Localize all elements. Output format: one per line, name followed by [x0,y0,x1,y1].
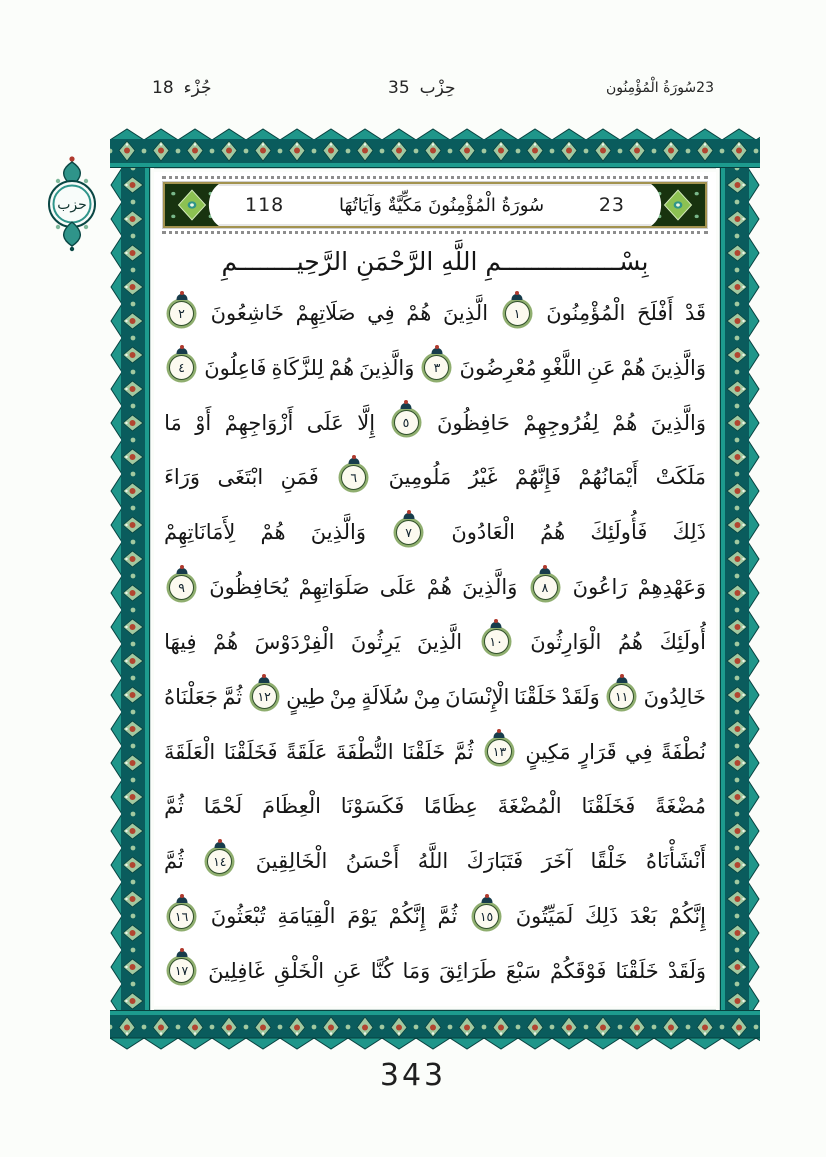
quran-word: لِلزَّكَاةِ [271,355,324,380]
frame-border-bottom [110,1006,760,1050]
quran-word: هُمْ [426,575,452,600]
quran-word: ذَلِكَ [584,904,619,929]
ayah-marker: ١٦ [169,904,194,929]
surah-ref-name: سُورَةُ الْمُؤْمِنُون [605,80,697,96]
quran-word: اللَّغْوِ [541,355,582,380]
quran-word: وَالَّذِينَ [310,520,366,545]
ayah-marker: ١٥ [474,904,499,929]
mushaf-line [164,617,706,667]
hizb-number: 35 [388,78,410,98]
quran-word: رَاعُونَ [572,575,628,600]
quran-word: الْقِيَامَةِ [277,904,336,929]
quran-word: مُضْغَةً [655,794,706,819]
quran-word: إِنَّكُمْ [388,904,426,929]
ayah-marker: ٩ [169,575,194,600]
quran-word: صَلَاتِهِمْ [295,301,356,325]
quran-word: جَعَلْنَاهُ [164,684,218,709]
quran-word: ثُمَّ [222,684,243,709]
frame-border-top [110,128,760,172]
quran-word: هُمْ [612,410,638,435]
ayah-marker: ٤ [169,355,194,380]
quran-word: ثُمَّ [164,794,184,819]
quran-word: مَا [164,410,182,435]
quran-word: مَكِينٍ [525,739,571,764]
quran-word: الَّذِينَ [416,629,463,654]
quran-word: عَنِ [333,958,362,983]
quran-word: آخَرَ [541,849,573,874]
quran-word: خَلَقْنَا [513,684,558,709]
quran-word: أَحْسَنُ [345,849,400,874]
quran-word: لَحْمًا [203,794,243,819]
quran-word: هُمْ [328,355,355,380]
mushaf-line [164,891,706,941]
quran-word: قَرَارٍ [579,739,617,764]
juz-indicator [152,78,212,98]
ayah-marker: ١٠ [484,629,509,654]
ayah-marker: ١٢ [252,684,277,709]
frame-border-right [716,168,760,1010]
quran-word: وَعَهْدِهِمْ [637,575,706,600]
quran-word: خَلَقْنَا [401,739,446,764]
quran-word: فِي [367,301,395,325]
quran-word: وَلَقَدْ [667,958,706,983]
quran-word: فِي [625,739,653,764]
surah-banner-inner [163,182,707,228]
quran-word: مَلَكَتْ [655,465,706,490]
quran-word: فَخَلَقْنَا [223,739,278,764]
quran-word: وَلَقَدْ [561,684,600,709]
ayah-marker: ٧ [396,520,421,545]
quran-word: الْمُضْغَةَ [497,794,562,819]
mushaf-line [164,343,706,393]
hizb-medallion-label: حزب [57,197,87,213]
quran-word: فَخَلَقْنَا [581,794,636,819]
quran-word: تُبْعَثُونَ [210,904,266,929]
quran-word: هُمُ [617,629,644,654]
hizb-label: حِزْب [419,78,456,98]
quran-word: ثُمَّ [437,904,458,929]
ayah-marker: ٦ [341,465,366,490]
juz-number: 18 [152,78,174,98]
quran-word: فِيهَا [164,629,197,654]
mushaf-line [164,562,706,612]
quran-word: بَعْدَ [630,904,658,929]
mushaf-line [164,727,706,777]
quran-word: اللَّهُ [417,849,449,874]
quran-word: مِنْ [329,684,357,709]
surah-ref-number: 23 [696,80,714,96]
quran-word: فَاعِلُونَ [204,355,267,380]
quran-word: خَلْقًا [590,849,628,874]
quran-word: وَالَّذِينَ [359,355,415,380]
ornamental-frame [110,128,760,1050]
quran-word: سَبْعَ [505,958,541,983]
quran-word: أُولَئِكَ [659,629,706,654]
quran-word: عَلَى [379,575,417,600]
quran-word: الْعَلَقَةَ [164,739,216,764]
quran-word: الْوَارِثُونَ [530,629,602,654]
quran-word: خَالِدُونَ [643,684,706,709]
mushaf-line [164,836,706,886]
mushaf-line [164,946,706,996]
quran-word: لِأَمَانَاتِهِمْ [164,520,236,545]
banner-surah-number: 23 [598,194,625,216]
quran-word: خَلَقْنَا [615,958,659,983]
quran-word: أَفْلَحَ [636,301,674,325]
hizb-medallion [40,154,104,254]
quran-word: مُعْرِضُونَ [459,355,537,380]
quran-word: أَوْ [195,410,212,435]
quran-word: الْإِنْسَانَ [445,684,510,709]
quran-word: هُمْ [213,629,239,654]
quran-word: وَالَّذِينَ [650,410,706,435]
banner-surah-title: سُورَةُ الْمُؤْمِنُونَ مَكِّيَّةٌ وَآيَاتُهَا [338,194,545,216]
quran-word: الْعَادُونَ [451,520,515,545]
banner-cap-icon [651,184,705,226]
quran-word: يَرِثُونَ [350,629,401,654]
quran-word: غَافِلِينَ [208,958,265,983]
quran-word: فَمَنِ [280,465,319,490]
quran-word: وَالَّذِينَ [462,575,518,600]
quran-word: خَاشِعُونَ [210,301,285,325]
quran-word: طَرَائِقَ [439,958,497,983]
ayah-marker: ٢ [169,301,194,326]
quran-word: سُلَالَةٍ [361,684,410,709]
ayah-marker: ٨ [533,575,558,600]
quran-word: الْفِرْدَوْسَ [254,629,335,654]
ayah-marker: ١ [505,301,530,326]
quran-word: فَوْقَكُمْ [549,958,607,983]
quran-word: عَلَقَةً [286,739,328,764]
surah-reference [606,80,722,96]
ayah-marker: ٥ [394,410,419,435]
banner-ayah-count: 118 [245,194,285,216]
mushaf-line [164,672,706,722]
quran-word: لِفُرُوجِهِمْ [523,410,599,435]
quran-word: الْمُؤْمِنُونَ [546,301,626,325]
quran-word: إِنَّكُمْ [668,904,706,929]
quran-word: فَأُولَئِكَ [590,520,648,545]
ayah-marker: ٣ [424,355,449,380]
quran-word: عَلَى [306,410,344,435]
quran-word: حَافِظُونَ [436,410,510,435]
quran-word: طِينٍ [286,684,326,709]
quran-word: يُحَافِظُونَ [209,575,289,600]
banner-ornament-left [165,184,219,226]
quran-word: الْخَالِقِينَ [255,849,328,874]
quran-word: غَيْرُ [468,465,498,490]
mushaf-line [164,507,706,557]
bismillah: بِسْــــــــــــــــمِ اللَّهِ الرَّحْمَنِ الرَّحِيــــــــمِ [221,247,649,276]
ayah-marker: ١٤ [207,849,232,874]
quran-word: وَرَاءَ [164,465,201,490]
mushaf-line [164,398,706,448]
juz-label: جُزْء [183,78,212,98]
quran-word: وَالَّذِينَ [650,355,706,380]
quran-word: الْعِظَامَ [261,794,321,819]
quran-word: هُمْ [620,355,646,380]
quran-word: مِنْ [413,684,441,709]
quran-word: ذَلِكَ [672,520,706,545]
quran-word: لَمَيِّتُونَ [515,904,574,929]
banner-ornament-right [651,184,705,226]
quran-word: النُّطْفَةَ [335,739,394,764]
quran-word: الَّذِينَ [442,301,489,325]
quran-word: ثُمَّ [164,849,184,874]
page-interior [154,172,716,1006]
quran-word: عَنِ [586,355,616,380]
quran-word: الْخَلْقِ [273,958,325,983]
quran-word: ثُمَّ [453,739,474,764]
banner-cap-icon [165,184,219,226]
quran-word: عِظَامًا [424,794,478,819]
quran-word: هُمُ [540,520,566,545]
ayah-marker: ١١ [609,684,634,709]
mushaf-line [164,288,706,338]
quran-word: فَكَسَوْنَا [340,794,405,819]
quran-word: صَلَوَاتِهِمْ [298,575,370,600]
quran-word: يَوْمَ [347,904,377,929]
hizb-medallion-icon [40,154,104,254]
quran-word: مَلُومِينَ [388,465,452,490]
hizb-indicator [388,78,456,98]
quran-word: نُطْفَةً [661,739,706,764]
quran-word: فَتَبَارَكَ [466,849,524,874]
quran-word: أَزْوَاجِهِمْ [224,410,294,435]
quran-word: هُمْ [406,301,432,325]
text-lines [162,286,708,1006]
quran-word: أَيْمَانُهُمْ [578,465,639,490]
quran-word: قَدْ [684,301,706,325]
ayah-marker: ١٣ [487,739,512,764]
quran-word: كُنَّا [370,958,394,983]
quran-word: إِلَّا [357,410,376,435]
quran-word: هُمْ [260,520,286,545]
quran-word: أَنْشَأْنَاهُ [645,849,706,874]
quran-word: وَمَا [402,958,431,983]
page-number: 343 [379,1058,447,1093]
quran-word: ابْتَغَى [217,465,264,490]
mushaf-line [164,781,706,831]
quran-word: فَإِنَّهُمْ [515,465,561,490]
ayah-marker: ١٧ [169,958,194,983]
surah-banner [162,176,708,234]
mushaf-line [164,452,706,502]
frame-border-left [110,168,154,1010]
